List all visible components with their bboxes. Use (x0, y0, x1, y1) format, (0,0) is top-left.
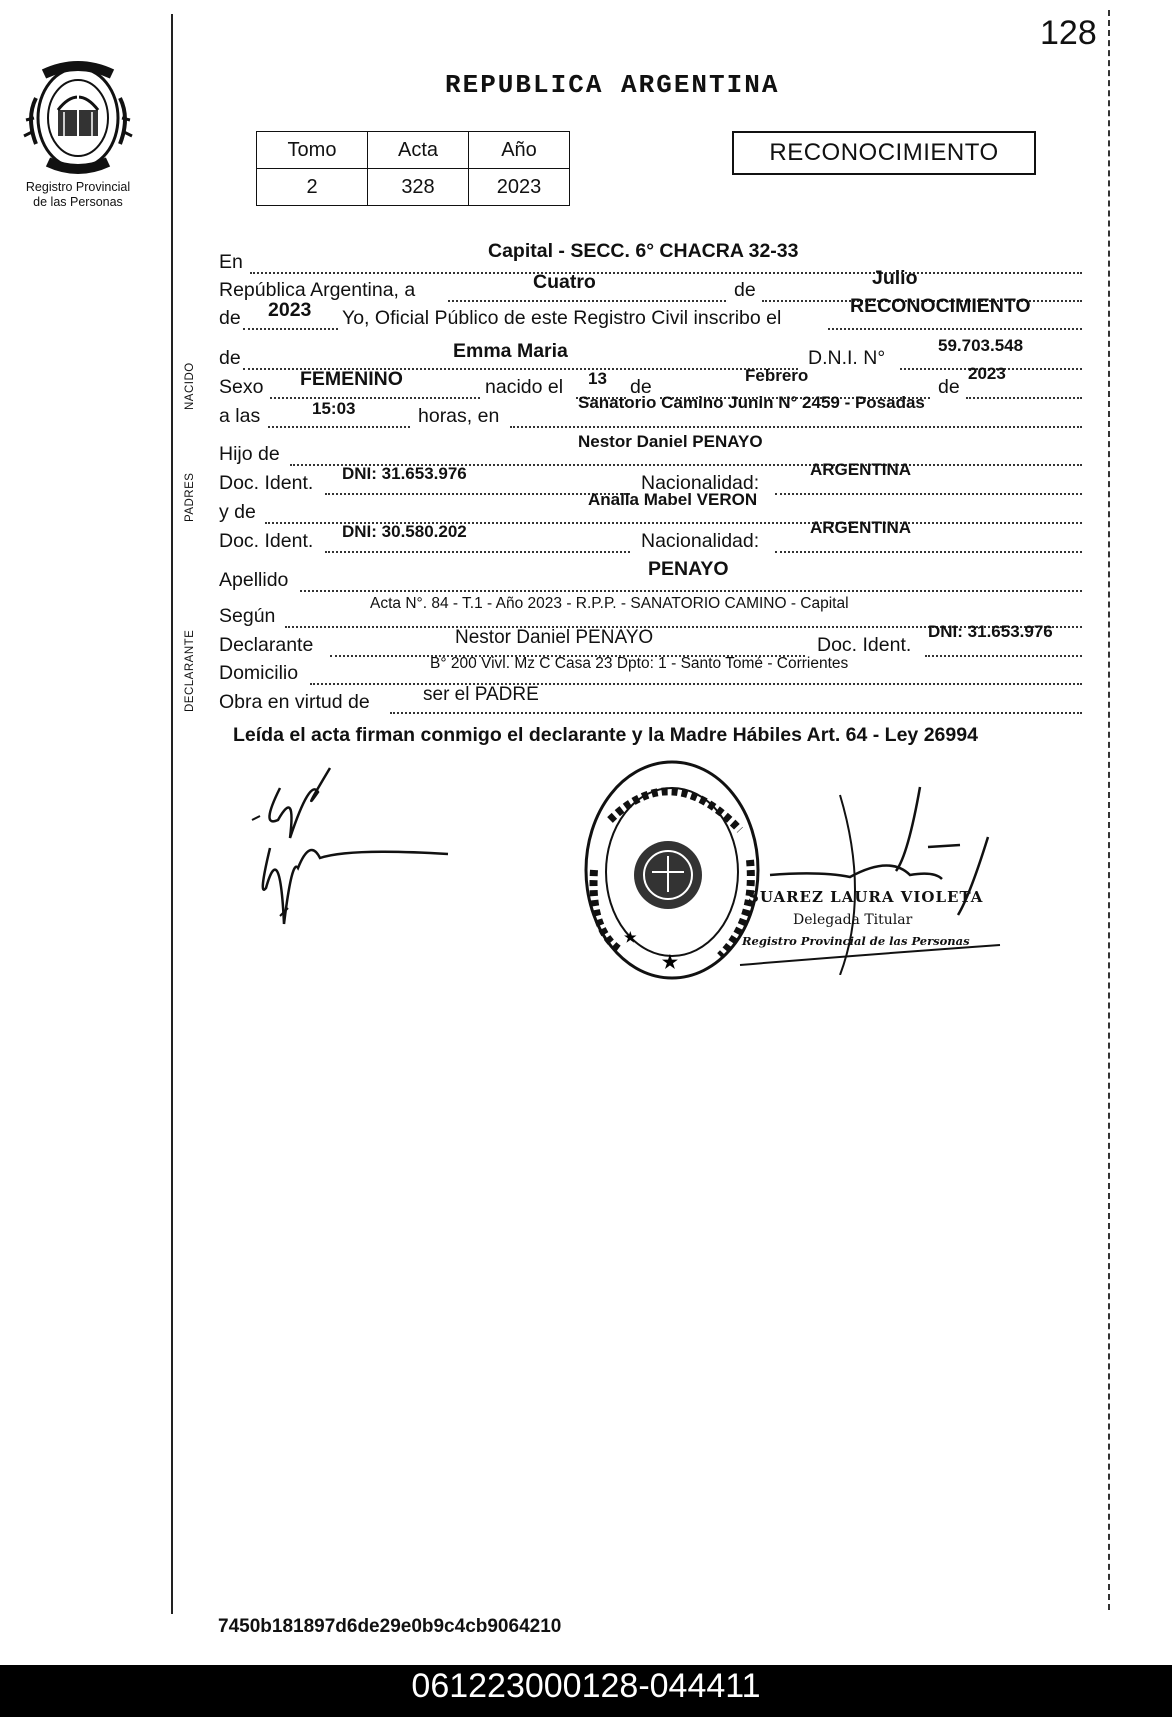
mes-value: Julio (872, 267, 918, 289)
padre-nac-value: ARGENTINA (810, 460, 912, 479)
padre-doc-label: Doc. Ident. (219, 472, 314, 494)
apellido-value: PENAYO (648, 558, 729, 580)
oficial-text: Yo, Oficial Público de este Registro Civil inscribo el (342, 307, 782, 329)
obra-dotted-line (390, 712, 1082, 714)
madre-doc-value: DNI: 30.580.202 (342, 522, 467, 541)
madre-value: Analla Mabel VERON (588, 490, 758, 509)
horas-label: horas, en (418, 405, 500, 427)
nac-anio-dotted-line (966, 397, 1082, 399)
madre-doc-label: Doc. Ident. (219, 530, 314, 552)
padre-value: Nestor Daniel PENAYO (578, 432, 763, 451)
republica-label: República Argentina, a (219, 279, 416, 301)
nac-anio-value: 2023 (968, 364, 1006, 383)
lugar-value: Sanatorio Camino Junin N° 2459 - Posadas (578, 393, 925, 412)
sexo-dotted-line (270, 397, 480, 399)
sexo-label: Sexo (219, 376, 264, 398)
anio-dotted-line (243, 328, 338, 330)
padre-doc-value: DNI: 31.653.976 (342, 464, 467, 483)
dia-value: Cuatro (533, 271, 596, 293)
value-tomo: 2 (257, 169, 368, 206)
de-label: de (734, 279, 756, 301)
nac-de-label: de (630, 376, 652, 398)
side-label-nacido: NACIDO (184, 362, 196, 410)
apellido-dotted-line (300, 590, 1082, 592)
registry-seal-logo (22, 58, 134, 176)
madre-nacionalidad-label: Nacionalidad: (641, 530, 760, 552)
anio-value: 2023 (268, 299, 312, 321)
hora-value: 15:03 (312, 399, 356, 418)
decl-doc-dotted-line (925, 655, 1082, 657)
domicilio-value: B° 200 Vivl. Mz C Casa 23 Dpto: 1 - Santo Tomé - Corrientes (430, 655, 849, 672)
dni-label: D.N.I. N° (808, 347, 886, 369)
en-label: En (219, 251, 243, 273)
segun-value: Acta N°. 84 - T.1 - Año 2023 - R.P.P. - SANATORIO CAMINO - Capital (370, 595, 849, 612)
hijo-label: Hijo de (219, 443, 280, 465)
padre-nacionalidad-label: Nacionalidad: (641, 472, 760, 494)
de2-label: de (219, 307, 241, 329)
document-hash: 7450b181897d6de29e0b9c4cb9064210 (218, 1616, 562, 1637)
volume-table (256, 131, 570, 206)
domicilio-label: Domicilio (219, 662, 299, 684)
side-label-declarante: DECLARANTE (184, 629, 196, 712)
closing-statement: Leída el acta firman conmigo el declarante y la Madre Hábiles Art. 64 - Ley 26994 (233, 724, 978, 746)
barcode-number: 061223000128-044411 (411, 1667, 761, 1705)
sexo-value: FEMENINO (300, 368, 403, 390)
lugar-dotted-line (510, 426, 1082, 428)
segun-label: Según (219, 605, 276, 627)
inscribo-dotted-line (828, 328, 1082, 330)
dni-value: 59.703.548 (938, 336, 1024, 355)
obra-value: ser el PADRE (423, 684, 539, 705)
en-dotted-line (250, 272, 1082, 274)
declarante-label: Declarante (219, 634, 314, 656)
official-name: SUAREZ LAURA VIOLETA (748, 888, 984, 906)
header-anio: Año (469, 132, 570, 169)
nombre-label: de (219, 347, 241, 369)
logo-caption-line1: Registro Provincial (25, 180, 131, 194)
official-org: Registro Provincial de las Personas (742, 934, 970, 948)
a-las-label: a las (219, 405, 261, 427)
volume-table-header-row (257, 132, 570, 169)
volume-table-value-row (257, 169, 570, 206)
padre-doc-dotted-line (325, 493, 630, 495)
header-acta: Acta (368, 132, 469, 169)
value-acta: 328 (368, 169, 469, 206)
apellido-label: Apellido (219, 569, 289, 591)
inscribo-value: RECONOCIMIENTO (850, 295, 1031, 317)
official-title: Delegada Titular (793, 912, 913, 928)
decl-doc-label: Doc. Ident. (817, 634, 912, 656)
logo-caption (8, 180, 148, 210)
declarant-signature (240, 748, 460, 928)
nombre-value: Emma Maria (453, 340, 568, 362)
header-tomo: Tomo (257, 132, 368, 169)
svg-text:★: ★ (661, 952, 679, 973)
record-type-box: RECONOCIMIENTO (732, 131, 1036, 175)
right-margin-line (1108, 10, 1110, 1610)
nacido-label: nacido el (485, 376, 564, 398)
padre-nac-dotted-line (775, 493, 1082, 495)
hora-dotted-line (268, 426, 410, 428)
document-title: REPUBLICA ARGENTINA (445, 70, 780, 100)
left-margin-line (171, 14, 173, 1614)
svg-text:★: ★ (624, 930, 637, 946)
nac-mes-value: Febrero (745, 366, 809, 385)
value-anio: 2023 (469, 169, 570, 206)
nac-dia-value: 13 (588, 369, 607, 388)
madre-nac-dotted-line (775, 551, 1082, 553)
y-de-label: y de (219, 501, 256, 523)
logo-caption-line2: de las Personas (33, 195, 123, 209)
madre-doc-dotted-line (325, 551, 630, 553)
nac-de2-label: de (938, 376, 960, 398)
decl-doc-value: DNI: 31.653.976 (928, 622, 1053, 641)
madre-nac-value: ARGENTINA (810, 518, 912, 537)
obra-label: Obra en virtud de (219, 691, 370, 713)
declarante-value: Nestor Daniel PENAYO (455, 627, 654, 648)
side-label-padres: PADRES (184, 472, 196, 522)
page-number: 128 (1040, 14, 1097, 52)
dia-dotted-line (448, 300, 726, 302)
en-value: Capital - SECC. 6° CHACRA 32-33 (488, 240, 799, 262)
